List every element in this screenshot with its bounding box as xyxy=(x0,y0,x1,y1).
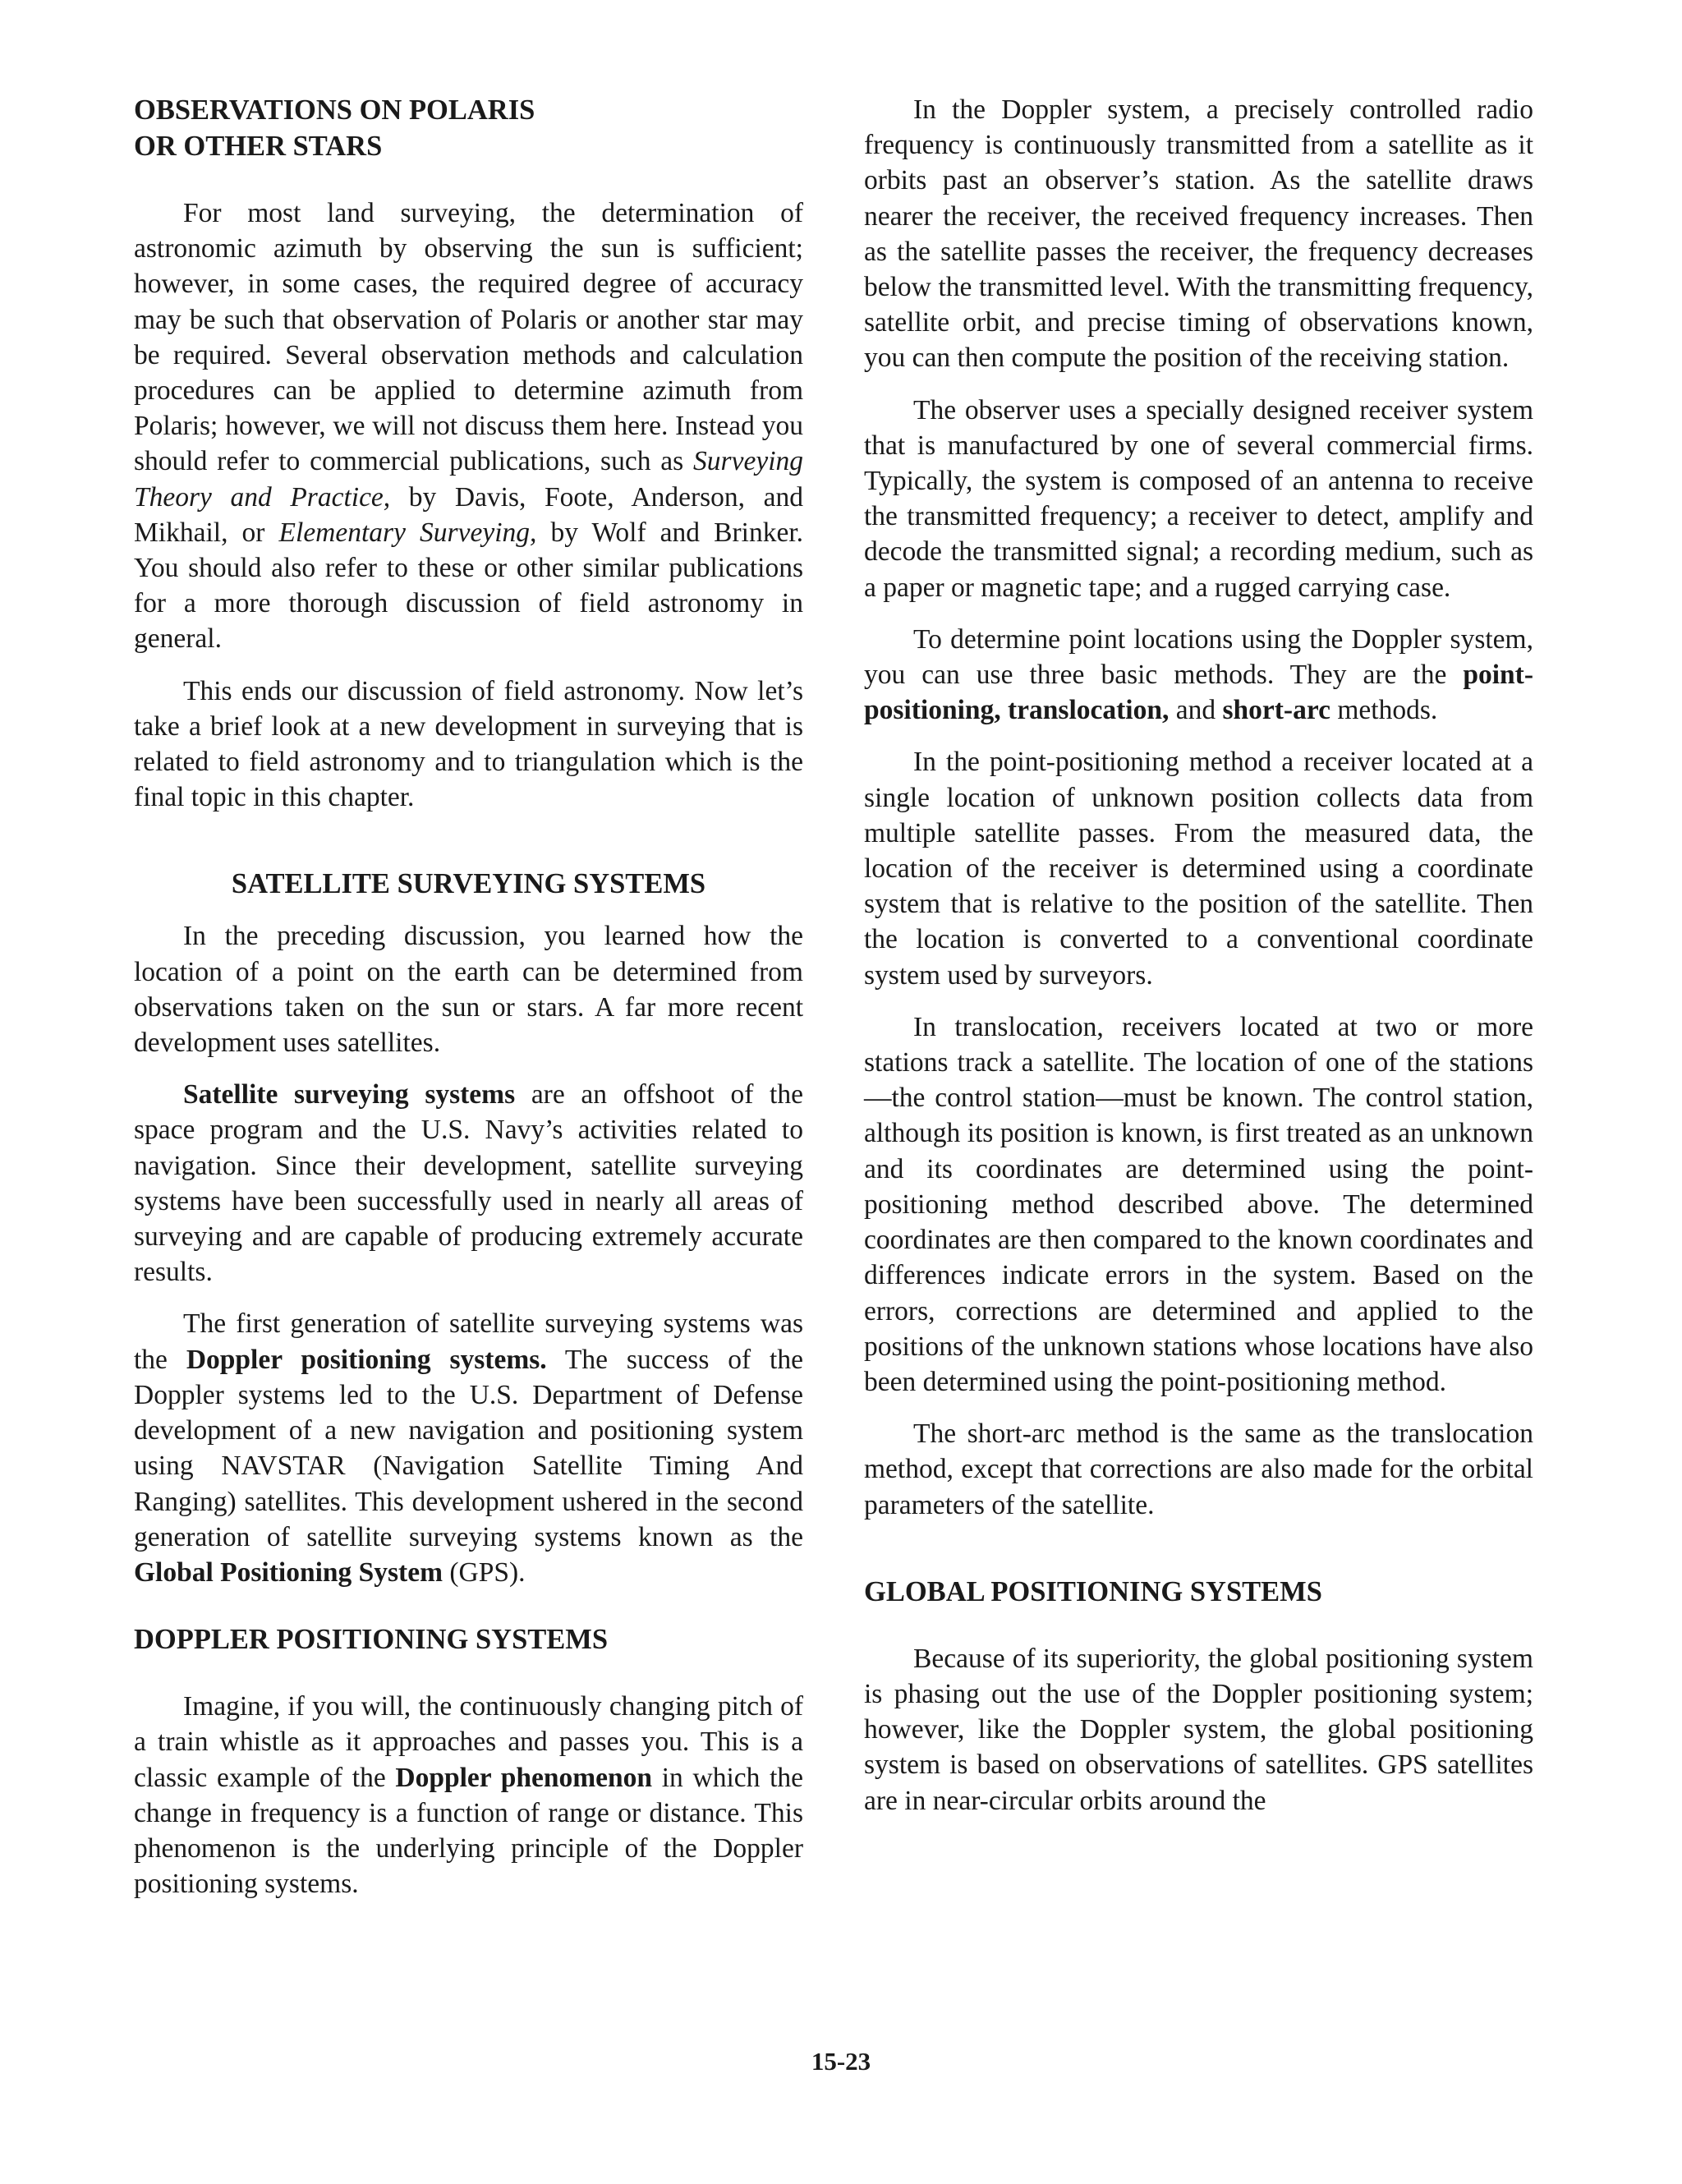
paragraph-doppler-2: In the Doppler system, a precisely controlled radio frequency is continuously transmitted from a satellite as it orbits past an observer’s station. As the satellite draws nearer the receiver, the received frequency increases. Then as the satellite passes the receiver, the frequency decreases below the transmitted level. With the transmitting frequency, satellite orbit, and precise timing of observations known, you can then compute the position of the receiving station. xyxy=(864,94,1533,374)
left-column xyxy=(134,92,803,1901)
heading-observations-polaris: OBSERVATIONS ON POLARIS OR OTHER STARS xyxy=(134,94,535,162)
paragraph-polaris-1: For most land surveying, the determination of astronomic azimuth by observing the sun is sufficient; however, in some cases, the required degree of accuracy may be such that observation of Polaris or another star may be required. Several observation methods and calculation procedures can be applied to determine azimuth from Polaris; however, we will not discuss them here. Instead you should refer to commercial publications, such as Surveying Theory and Practice, by Davis, Foote, Anderson, and Mikhail, or Elementary Surveying, by Wolf and Brinker. You should also refer to these or other similar publications for a more thorough discussion of field astronomy in general. xyxy=(134,198,803,655)
heading-satellite-surveying-systems: SATELLITE SURVEYING SYSTEMS xyxy=(231,868,706,900)
paragraph-satellite-1: In the preceding discussion, you learned how the location of a point on the earth can be determined from observations taken on the sun or stars. A far more recent development uses satellites. xyxy=(134,921,803,1059)
heading-global-positioning-systems: GLOBAL POSITIONING SYSTEMS xyxy=(864,1575,1322,1607)
heading-doppler-positioning-systems: DOPPLER POSITIONING SYSTEMS xyxy=(134,1624,609,1656)
paragraph-doppler-3: The observer uses a specially designed receiver system that is manufactured by one of several commercial firms. Typically, the system is composed of an antenna to receive the transmitted frequency; a receiver to detect, amplify and decode the transmitted signal; a recording medium, such as a paper or magnetic tape; and a rugged carrying case. xyxy=(864,394,1533,603)
page-number: 15-23 xyxy=(811,2047,871,2076)
paragraph-doppler-4: To determine point locations using the Doppler system, you can use three basic methods. They are the point-positioning, translocation, and short-arc methods. xyxy=(864,623,1533,726)
paragraph-satellite-2: Satellite surveying systems are an offshoot of the space program and the U.S. Navy’s activities related to navigation. Since their development, satellite surveying systems have been successfully used in nearly all areas of surveying and are capable of producing extremely accurate results. xyxy=(134,1079,803,1288)
paragraph-polaris-2: This ends our discussion of field astronomy. Now let’s take a brief look at a new development in surveying that is related to field astronomy and to triangulation which is the final topic in this chapter. xyxy=(134,675,803,813)
paragraph-satellite-3: The first generation of satellite surveying systems was the Doppler positioning systems. The success of the Doppler systems led to the U.S. Department of Defense development of a new navigation and positioning system using NAVSTAR (Navigation Satellite Timing And Ranging) satellites. This development ushered in the second generation of satellite surveying systems known as the Global Positioning System (GPS). xyxy=(134,1308,803,1588)
paragraph-doppler-1: Imagine, if you will, the continuously changing pitch of a train whistle as it approaches and passes you. This is a classic example of the Doppler phenomenon in which the change in frequency is a function of range or distance. This phenomenon is the underlying principle of the Doppler positioning systems. xyxy=(134,1691,803,1900)
right-column xyxy=(864,92,1533,1818)
paragraph-gps-1: Because of its superiority, the global positioning system is phasing out the use of the Doppler positioning system; however, like the Doppler system, the global positioning system is based on observations of satellites. GPS satellites are in near-circular orbits around the xyxy=(864,1643,1533,1816)
paragraph-doppler-7: The short-arc method is the same as the translocation method, except that corrections are also made for the orbital parameters of the satellite. xyxy=(864,1418,1533,1520)
paragraph-doppler-5: In the point-positioning method a receiver located at a single location of unknown position collects data from multiple satellite passes. From the measured data, the location of the receiver is determined using a coordinate system that is relative to the position of the satellite. Then the location is converted to a conventional coordinate system used by surveyors. xyxy=(864,747,1533,991)
paragraph-doppler-6: In translocation, receivers located at two or more stations track a satellite. The location of one of the stations—the control station—must be known. The control station, although its position is known, is first treated as an unknown and its coordinates are determined using the point-positioning method described above. The determined coordinates are then compared to the known coordinates and differences indicate errors in the system. Based on the errors, corrections are determined and applied to the positions of the unknown stations whose locations have also been determined using the point-positioning method. xyxy=(864,1011,1533,1397)
